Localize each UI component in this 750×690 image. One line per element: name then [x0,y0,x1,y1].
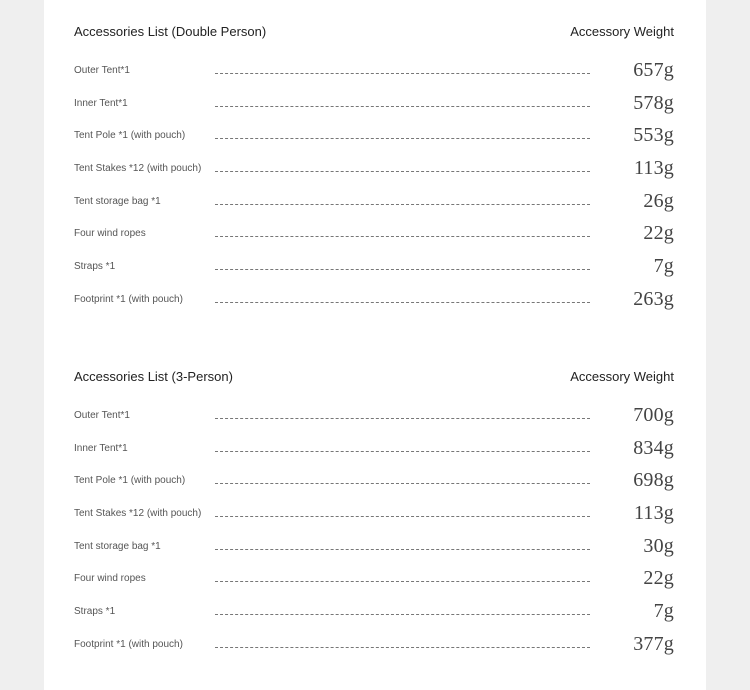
list-item [74,432,674,465]
item-weight: 698g [633,469,674,492]
list-item [74,530,674,563]
item-weight: 113g [633,156,674,179]
item-weight: 7g [653,254,674,277]
item-list [74,54,674,316]
item-label: Tent Pole *1 (with pouch) [74,130,186,142]
item-label: Tent storage bag *1 [74,195,161,207]
item-weight: 26g [643,189,674,212]
list-item [74,185,674,218]
item-weight: 578g [633,91,674,114]
section-header [74,369,674,391]
dashed-leader [215,302,590,303]
item-list [74,399,674,661]
section-double-person [74,24,674,316]
dashed-leader [215,483,590,484]
item-label: Straps *1 [74,260,116,272]
dashed-leader [215,647,590,648]
item-label: Tent storage bag *1 [74,540,161,552]
dashed-leader [215,418,590,419]
dashed-leader [215,516,590,517]
dashed-leader [215,236,590,237]
item-label: Four wind ropes [74,573,146,585]
list-item [74,464,674,497]
item-label: Straps *1 [74,605,116,617]
item-weight: 263g [633,287,674,310]
list-item [74,54,674,87]
list-item [74,399,674,432]
list-item [74,283,674,316]
dashed-leader [215,73,590,74]
item-weight: 700g [633,403,674,426]
item-weight: 657g [633,58,674,81]
item-weight: 553g [633,124,674,147]
list-item [74,217,674,250]
dashed-leader [215,106,590,107]
list-item [74,152,674,185]
dashed-leader [215,549,590,550]
item-label: Inner Tent*1 [74,442,128,454]
list-item [74,119,674,152]
dashed-leader [215,269,590,270]
dashed-leader [215,614,590,615]
list-item [74,87,674,120]
list-item [74,595,674,628]
section-title: Accessories List (Double Person) [74,24,267,39]
item-label: Footprint *1 (with pouch) [74,638,183,650]
item-weight: 22g [643,567,674,590]
item-weight: 7g [653,599,674,622]
dashed-leader [215,451,590,452]
item-label: Tent Stakes *12 (with pouch) [74,162,202,174]
item-label: Inner Tent*1 [74,97,128,109]
list-item [74,562,674,595]
section-header [74,24,674,46]
item-weight: 30g [643,534,674,557]
item-label: Outer Tent*1 [74,64,130,76]
list-item [74,497,674,530]
dashed-leader [215,581,590,582]
item-label: Footprint *1 (with pouch) [74,293,183,305]
accessories-sheet [44,0,706,690]
item-label: Tent Pole *1 (with pouch) [74,475,186,487]
list-item [74,628,674,661]
dashed-leader [215,171,590,172]
item-label: Outer Tent*1 [74,409,130,421]
item-label: Four wind ropes [74,228,146,240]
list-item [74,250,674,283]
weight-column-header: Accessory Weight [570,369,674,384]
dashed-leader [215,138,590,139]
section-three-person [74,369,674,661]
weight-column-header: Accessory Weight [570,24,674,39]
item-weight: 113g [633,501,674,524]
item-weight: 834g [633,436,674,459]
dashed-leader [215,204,590,205]
section-title: Accessories List (3-Person) [74,369,233,384]
item-label: Tent Stakes *12 (with pouch) [74,507,202,519]
item-weight: 377g [633,632,674,655]
item-weight: 22g [643,222,674,245]
